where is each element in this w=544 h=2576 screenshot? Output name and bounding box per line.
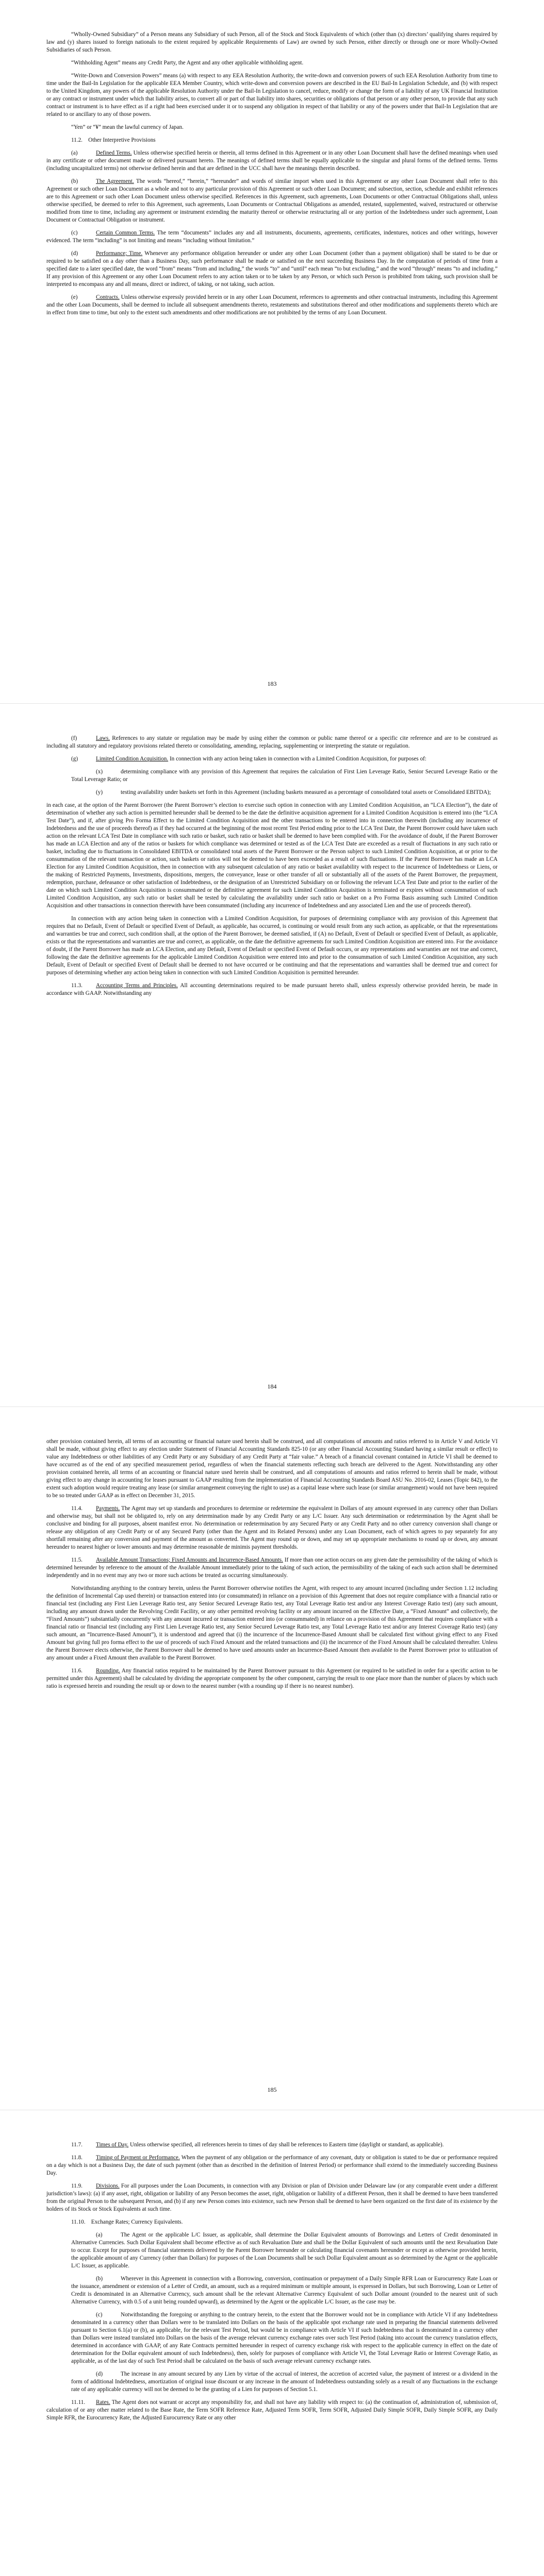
section-11-2-heading: 11.2. Other Interpretive Provisions (71, 137, 156, 143)
item-d-performance-time: (d) Performance; Time. Whenever any performance obligation hereunder or under any other Loan Document (other than a payment obligation) shall be stated to be due or required to be satisfied on a day other than a Business Day, such performance shall be made or satisfied on the next succeeding Business Day. In the computation of periods of time from a specified date to a later specified date, the word “from” means “from and including,” the words “to” and “until” each mean “to but excluding,” and the word “through” means “to and including.” If any provision of this Agreement or any other Loan Document refers to any action taken or to be taken by any Person, or which such Person is prohibited from taking, such provision shall be interpreted to encompass any and all means, direct or indirect, of taking, or not taking, such action. (46, 250, 498, 287)
section-11-10-heading: 11.10. Exchange Rates; Currency Equivalents. (71, 2219, 183, 2225)
sub-item-y: (y) testing availability under baskets set forth in this Agreement (including baskets measured as a percentage of consolidated total assets or Consolidated EBITDA); (96, 789, 491, 795)
item-11-10-d: (d) The increase in any amount secured by any Lien by virtue of the accrual of interest, the accretion of accreted value, the payment of interest or a dividend in the form of additional Indebtedness, amortization of original issue discount or any increase in the amount of Indebtedness outstanding solely as a result of any fluctuations in the exchange rate of any applicable currency will not be deemed to be the granting of a Lien for purposes of Section 5.1. (71, 2371, 498, 2393)
page-183-content (46, 31, 498, 322)
section-11-7-times-of-day: 11.7. Times of Day. Unless otherwise specified, all references herein to times of day shall be references to Eastern time (daylight or standard, as applicable). (71, 2142, 444, 2148)
item-b-the-agreement: (b) The Agreement. The words “hereof,” “herein,” “hereunder” and words of similar import when used in this Agreement or any other Loan Document shall refer to this Agreement or such other Loan Document as a whole and not to any particular provision of this Agreement or such other Loan Document; and subsection, section, schedule and exhibit references are to this Agreement or such other Loan Document unless otherwise specified. References in this Agreement, such agreements, Loan Documents or other Contractual Obligations shall, unless otherwise specified, be deemed to refer to this Agreement, such agreements, Loan Documents or Contractual Obligations as amended, restated, supplemented, waived, restructured or otherwise modified from time to time, including any agreement or instrument extending the maturity thereof or otherwise restructuring all or any portion of the Indebtedness under such agreement, Loan Document or Contractual Obligation or instrument. (46, 178, 498, 223)
page-186 (0, 2110, 544, 2576)
section-11-5-available-amount: 11.5. Available Amount Transactions; Fixed Amounts and Incurrence-Based Amounts. If more than one action occurs on any given date the permissibility of the taking of which is determined hereunder by reference to the amount of the Available Amount immediately prior to the taking of such action, the permissibility of the taking of each such action shall be determined independently and in no event may any two or more such actions be treated as occurring simultaneously. (46, 1557, 498, 1579)
page-184-content (46, 735, 498, 1003)
section-11-9-divisions: 11.9. Divisions. For all purposes under the Loan Documents, in connection with any Division or plan of Division under Delaware law (or any comparable event under a different jurisdiction’s laws): (a) if any asset, right, obligation or liability of any Person becomes the asset, right, obligation or liability of a different Person, then it shall be deemed to have been transferred from the original Person to the subsequent Person, and (b) if any new Person comes into existence, such new Person shall be deemed to have been organized on the first date of its existence by the holders of its Stock or Stock Equivalents at such time. (46, 2183, 498, 2212)
page-186-content (46, 2141, 498, 2427)
sub-item-x: (x) determining compliance with any provision of this Agreement that requires the calculation of First Lien Leverage Ratio, Senior Secured Leverage Ratio or the Total Leverage Ratio; or (71, 769, 498, 783)
definition-withholding-agent: “Withholding Agent” means any Credit Party, the Agent and any other applicable withholding agent. (71, 60, 304, 66)
item-11-10-c: (c) Notwithstanding the foregoing or anything to the contrary herein, to the extent that the Borrower would not be in compliance with Article VI if any Indebtedness denominated in a currency other than Dollars were to be translated into Dollars on the basis of the applicable spot exchange rate used in preparing the financial statements delivered pursuant to Section 6.1(a) or (b), as applicable, for the relevant Test Period, but would be in compliance with Article VI if such Indebtedness that is denominated in a currency other than Dollars were instead translated into Dollars on the basis of the average relevant currency exchange rates over such Test Period (taking into account the currency translation effects, determined in accordance with GAAP, of any Rate Contracts permitted hereunder in respect of currency exchange risk with respect to the applicable currency in effect on the date of determination for the Dollar equivalent amount of such Indebtedness), then, solely for purposes of compliance with Article VI, the Total Leverage Ratio or Interest Coverage Ratio, as applicable, as of the last day of such Test Period shall be calculated on the basis of such average relevant currency exchange rates. (71, 2312, 498, 2364)
item-11-10-b: (b) Wherever in this Agreement in connection with a Borrowing, conversion, continuation or prepayment of a Daily Simple RFR Loan or Eurocurrency Rate Loan or the issuance, amendment or extension of a Letter of Credit, an amount, such as a required minimum or multiple amount, is expressed in Dollars, but such Borrowing, Loan or Letter of Credit is denominated in an Alternative Currency, such amount shall be the relevant Alternative Currency Equivalent of such Dollar amount (rounded to the nearest unit of such Alternative Currency, with 0.5 of a unit being rounded upward), as determined by the Agent or the applicable L/C Issuer, as the case may be. (71, 2276, 498, 2305)
fixed-amounts-paragraph: Notwithstanding anything to the contrary herein, unless the Parent Borrower otherwise notifies the Agent, with respect to any amount incurred (including under Section 1.12 including the definition of Incremental Cap used therein) or transaction entered into (or consummated) in reliance on a provision of this Agreement that does not require compliance with a financial ratio or financial test (including any First Lien Leverage Ratio test, any Senior Secured Leverage Ratio test, any Total Leverage Ratio test and/or any Interest Coverage Ratio test) (any such amount, including any amount drawn under the Revolving Credit Facility, or any other permitted revolving facility or any amount incurred on the Effective Date, a “Fixed Amount” and collectively, the “Fixed Amounts”) substantially concurrently with any amount incurred or transaction entered into (or consummated) in reliance on a provision of this Agreement that requires compliance with a financial ratio or financial test (including any First Lien Leverage Ratio test, any Senior Secured Leverage Ratio test, any Total Leverage Ratio test and/or any Interest Coverage Ratio test) (any such amount, an “Incurrence-Based Amount”), it is understood and agreed that (i) the incurrence of the Incurrence-Based Amount shall be calculated first without giving effect to any Fixed Amount but giving full pro forma effect to the use of proceeds of such Fixed Amount and the related transactions and (ii) the incurrence of the Fixed Amount shall be calculated thereafter. Unless the Parent Borrower elects otherwise, the Parent Borrower shall be deemed to have used amounts under an Incurrence-Based Amount then available to the Parent Borrower prior to utilization of any amount under a Fixed Amount then available to the Parent Borrower. (46, 1585, 498, 1661)
item-f-laws: (f) Laws. References to any statute or regulation may be made by using either the common or public name thereof or a specific cite reference and are to be construed as including all statutory and regulatory provisions related thereto or consolidating, amending, replacing, supplementing or interpreting the statute or regulation. (46, 735, 498, 749)
accounting-continuation: other provision contained herein, all terms of an accounting or financial nature used herein shall be construed, and all computations of amounts and ratios referred to in Article V and Article VI shall be made, without giving effect to any election under Statement of Financial Accounting Standards 825-10 (or any other Financial Accounting Standard having a similar result or effect) to value any Indebtedness or other liabilities of any Credit Party or any Subsidiary of any Credit Party at “fair value.” A breach of a financial covenant contained in Article VI shall be deemed to have occurred as of the end of any specified measurement period, regardless of when the financial statements reflecting such breach are delivered to the Agent. Notwithstanding any other provision contained herein, all terms of an accounting or financial nature used herein shall be construed, and all computations of amounts and ratios referred to herein shall be made, without giving effect to any change in accounting for leases pursuant to GAAP resulting from the implementation of Financial Accounting Standards Board ASU No. 2016-02, Leases (Topic 842), to the extent such adoption would require treating any lease (or similar arrangement conveying the right to use) as a capital lease where such lease (or similar arrangement) would not have been required to be so treated under GAAP as in effect on December 31, 2015. (46, 1438, 498, 1499)
section-11-3: 11.3. Accounting Terms and Principles. All accounting determinations required to be made pursuant hereto shall, unless expressly otherwise provided herein, be made in accordance with GAAP. Notwithstanding any (46, 982, 498, 996)
item-a-defined-terms: (a) Defined Terms. Unless otherwise specified herein or therein, all terms defined in this Agreement or in any other Loan Document shall have the defined meanings when used in any certificate or other document made or delivered pursuant hereto. The meanings of defined terms shall be equally applicable to the singular and plural forms of the defined terms. Terms (including uncapitalized terms) not otherwise defined herein and that are defined in the UCC shall have the meanings therein described. (46, 150, 498, 172)
definition-wholly-owned-subsidiary: “Wholly-Owned Subsidiary” of a Person means any Subsidiary of such Person, all of the Stock and Stock Equivalents of which (other than (x) directors’ qualifying shares required by law and (y) shares issued to foreign nationals to the extent required by applicable Requirements of Law) are owned by such Person, either directly or through one or more Wholly-Owned Subsidiaries of such Person. (46, 31, 498, 53)
section-11-6-rounding: 11.6. Rounding. Any financial ratios required to be maintained by the Parent Borrower pursuant to this Agreement (or required to be satisfied in order for a specific action to be permitted under this Agreement) shall be calculated by dividing the appropriate component by the other component, carrying the result to one place more than the number of places by which such ratio is expressed herein and rounding the result up or down to the nearest number (with a rounding up if there is no nearest number). (46, 1668, 498, 1689)
item-g-limited-condition-acquisition: (g) Limited Condition Acquisition. In connection with any action being taken in connection with a Limited Condition Acquisition, for purposes of: (71, 756, 427, 762)
definition-yen: “Yen” or “¥” mean the lawful currency of Japan. (71, 124, 184, 130)
definition-write-down-conversion: “Write-Down and Conversion Powers” means (a) with respect to any EEA Resolution Authority, the write-down and conversion powers of such EEA Resolution Authority from time to time under the Bail-In Legislation for the applicable EEA Member Country, which write-down and conversion powers are described in the EU Bail-In Legislation Schedule, and (b) with respect to the United Kingdom, any powers of the applicable Resolution Authority under the Bail-In Legislation to cancel, reduce, modify or change the form of a liability of any UK Financial Institution or any contract or instrument under which that liability arises, to convert all or part of that liability into shares, securities or obligations of that person or any other person, to provide that any such contract or instrument is to have effect as if a right had been exercised under it or to suspend any obligation in respect of that liability or any of the powers under that Bail-In Legislation that are related to or ancillary to any of those powers. (46, 73, 498, 117)
page-184 (0, 704, 544, 1406)
page-185 (0, 1407, 544, 2110)
page-number-184: 184 (267, 1383, 277, 1390)
page-183 (0, 0, 544, 703)
section-11-11-rates: 11.11. Rates. The Agent does not warrant or accept any responsibility for, and shall not have any liability with respect to: (a) the continuation of, administration of, submission of, calculation of or any other matter related to the Base Rate, the Term SOFR Reference Rate, Adjusted Term SOFR, Term SOFR, Adjusted Daily Simple SOFR, Daily Simple SOFR, any Daily Simple RFR, the Eurocurrency Rate, the Adjusted Eurocurrency Rate or any other (46, 2399, 498, 2421)
section-11-4-payments: 11.4. Payments. The Agent may set up standards and procedures to determine or redetermine the equivalent in Dollars of any amount expressed in any currency other than Dollars and otherwise may, but shall not be obligated to, rely on any determination made by any Credit Party or any L/C Issuer. Any such determination or redetermination by the Agent shall be conclusive and binding for all purposes, absent manifest error. No determination or redetermination by any Secured Party or any Credit Party and no other currency conversion shall change or release any obligation of any Credit Party or of any Secured Party (other than the Agent and its Related Persons) under any Loan Document, each of which agrees to pay separately for any shortfall remaining after any conversion and payment of the amount as converted. The Agent may round up or down, and may set up appropriate mechanisms to round up or down, any amount hereunder to nearest higher or lower amounts and may determine reasonable de minimis payment thresholds. (46, 1505, 498, 1550)
page-185-content (46, 1438, 498, 1696)
section-11-8-timing: 11.8. Timing of Payment or Performance. When the payment of any obligation or the performance of any covenant, duty or obligation is stated to be due or performance required on a day which is not a Business Day, the date of such payment (other than as described in the definition of Interest Period) or performance shall extend to the immediately succeeding Business Day. (46, 2155, 498, 2176)
lca-election-paragraph: in each case, at the option of the Parent Borrower (the Parent Borrower’s election to exercise such option in connection with any Limited Condition Acquisition, an “LCA Election”), the date of determination of whether any such action is permitted hereunder shall be deemed to be the date the definitive acquisition agreement for a Limited Condition Acquisition is entered into (the “LCA Test Date”), and if, after giving Pro Forma Effect to the Limited Condition Acquisition and the other transactions to be entered into in connection therewith (including any incurrence of Indebtedness and the use of proceeds thereof) as if they had occurred at the beginning of the most recent Test Period ending prior to the LCA Test Date, the Parent Borrower could have taken such action on the relevant LCA Test Date in compliance with such ratio or basket, such ratio or basket shall be deemed to have been complied with. For the avoidance of doubt, if the Parent Borrower has made an LCA Election and any of the ratios or baskets for which compliance was determined or tested as of the LCA Test Date are exceeded as a result of fluctuations in any such ratio or basket, including due to fluctuations in Consolidated EBITDA or consolidated total assets of the Parent Borrower or the Person subject to such Limited Condition Acquisition, at or prior to the consummation of the relevant transaction or action, such baskets or ratios will not be deemed to have been exceeded as a result of such fluctuations. If the Parent Borrower has made an LCA Election for any Limited Condition Acquisition, then in connection with any subsequent calculation of any ratio or basket availability with respect to the incurrence of Indebtedness or Liens, or the making of Restricted Payments, Investments, dispositions, mergers, the conveyance, lease or other transfer of all or substantially all of the assets of the Parent Borrower, the prepayment, redemption, purchase, defeasance or other satisfaction of Indebtedness, or the designation of an Unrestricted Subsidiary on or following the relevant LCA Test Date and prior to the earlier of the date on which such Limited Condition Acquisition is consummated or the definitive agreement for such Limited Condition Acquisition is terminated or expires without consummation of such Limited Condition Acquisition, any such ratio or basket shall be tested by calculating the availability under such ratio or basket on a Pro Forma Basis assuming such Limited Condition Acquisition and other transactions in connection therewith have been consummated (including any incurrence of Indebtedness and any associated Lien and the use of proceeds thereof). (46, 802, 498, 909)
lca-default-paragraph: In connection with any action being taken in connection with a Limited Condition Acquisition, for purposes of determining compliance with any provision of this Agreement that requires that no Default, Event of Default or specified Event of Default, as applicable, has occurred, is continuing or would result from any such action, as applicable, or that the representations and warranties be true and correct, such condition shall, at the option of the Parent Borrower, be deemed satisfied, if (A) no Default, Event of Default or specified Event of Default, as applicable, exists or that the representations and warranties are true and correct, as applicable, on the date the definitive agreements for such Limited Condition Acquisition are entered into. For the avoidance of doubt, if the Parent Borrower has made an LCA Election, and any Default, Event of Default or specified Event of Default occurs, or any representations and warranties are not true and correct, following the date the definitive agreements for the applicable Limited Condition Acquisition were entered into and prior to the consummation of such Limited Condition Acquisition, any such Default, Event of Default or specified Event of Default shall be deemed to not have occurred or be continuing and that the representations and warranties shall be deemed true and correct for purposes of determining whether any action being taken in connection with such Limited Condition Acquisition is permitted hereunder. (46, 916, 498, 976)
page-number-185: 185 (267, 2086, 277, 2093)
item-c-common-terms: (c) Certain Common Terms. The term “documents” includes any and all instruments, documents, agreements, certificates, indentures, notices and other writings, however evidenced. The term “including” is not limiting and means “including without limitation.” (46, 230, 498, 244)
page-number-183: 183 (267, 680, 277, 687)
item-e-contracts: (e) Contracts. Unless otherwise expressly provided herein or in any other Loan Document, references to agreements and other contractual instruments, including this Agreement and the other Loan Documents, shall be deemed to include all subsequent amendments thereto, restatements and substitutions thereof and other modifications and supplements thereto which are in effect from time to time, but only to the extent such amendments and other modifications are not prohibited by the terms of any Loan Document. (46, 294, 498, 316)
item-11-10-a: (a) The Agent or the applicable L/C Issuer, as applicable, shall determine the Dollar Equivalent amounts of Borrowings and Letters of Credit denominated in Alternative Currencies. Such Dollar Equivalent shall become effective as of such Revaluation Date and shall be the Dollar Equivalent of such amounts until the next Revaluation Date to occur. Except for purposes of financial statements delivered by the Parent Borrower hereunder or calculating financial covenants hereunder or except as otherwise provided herein, the applicable amount of any Currency (other than Dollars) for purposes of the Loan Documents shall be such Dollar Equivalent amount as so determined by the Agent or the applicable L/C Issuer, as applicable. (71, 2232, 498, 2269)
